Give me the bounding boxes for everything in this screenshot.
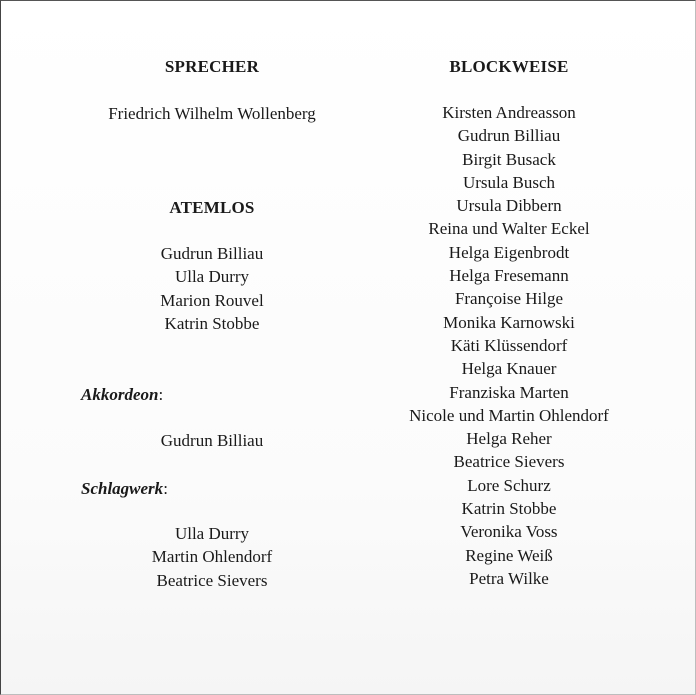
schlagwerk-name: Beatrice Sievers	[156, 570, 268, 590]
atemlos-names	[112, 242, 312, 335]
blockweise-name: Helga Eigenbrodt	[448, 242, 570, 262]
blockweise-name: Regine Weiß	[465, 545, 553, 565]
blockweise-name: Birgit Busack	[462, 149, 556, 169]
atemlos-heading: ATEMLOS	[169, 198, 255, 217]
blockweise-name: Monika Karnowski	[443, 312, 575, 332]
blockweise-name: Veronika Voss	[460, 522, 558, 542]
akkordeon-colon: :	[158, 385, 164, 404]
sprecher-name: Friedrich Wilhelm Wollenberg	[108, 104, 316, 123]
atemlos-name: Marion Rouvel	[160, 290, 264, 310]
blockweise-name: Lore Schurz	[467, 475, 551, 495]
blockweise-name: Françoise Hilge	[454, 289, 564, 309]
blockweise-name: Gudrun Billiau	[457, 126, 561, 146]
sprecher-heading: SPRECHER	[164, 57, 260, 76]
blockweise-name: Helga Knauer	[461, 359, 557, 379]
blockweise-name: Katrin Stobbe	[461, 499, 557, 519]
schlagwerk-name: Ulla Durry	[174, 524, 250, 543]
blockweise-name: Käti Klüssendorf	[450, 335, 568, 355]
atemlos-name: Ulla Durry	[174, 267, 250, 287]
blockweise-name: Helga Reher	[466, 429, 552, 449]
blockweise-name: Petra Wilke	[469, 568, 549, 588]
akkordeon-label-wrap	[81, 385, 163, 405]
akkordeon-name: Gudrun Billiau	[160, 431, 264, 450]
schlagwerk-colon: :	[163, 479, 168, 498]
blockweise-name: Franziska Marten	[449, 382, 569, 402]
atemlos-name: Gudrun Billiau	[160, 244, 264, 263]
blockweise-name: Helga Fresemann	[449, 266, 569, 286]
blockweise-name: Beatrice Sievers	[453, 452, 565, 472]
blockweise-name: Nicole und Martin Ohlendorf	[409, 405, 609, 425]
schlagwerk-label: Schlagwerk	[81, 479, 164, 498]
schlagwerk-name: Martin Ohlendorf	[151, 547, 273, 567]
akkordeon-label: Akkordeon	[81, 385, 159, 404]
blockweise-heading: BLOCKWEISE	[449, 57, 569, 76]
schlagwerk-label-wrap	[81, 479, 168, 499]
blockweise-name: Kirsten Andreasson	[442, 103, 576, 122]
schlagwerk-names	[112, 522, 312, 592]
blockweise-names	[359, 101, 659, 590]
blockweise-name: Reina und Walter Eckel	[428, 219, 590, 239]
blockweise-name: Ursula Busch	[462, 172, 556, 192]
blockweise-name: Ursula Dibbern	[456, 196, 562, 216]
atemlos-name: Katrin Stobbe	[164, 313, 260, 333]
